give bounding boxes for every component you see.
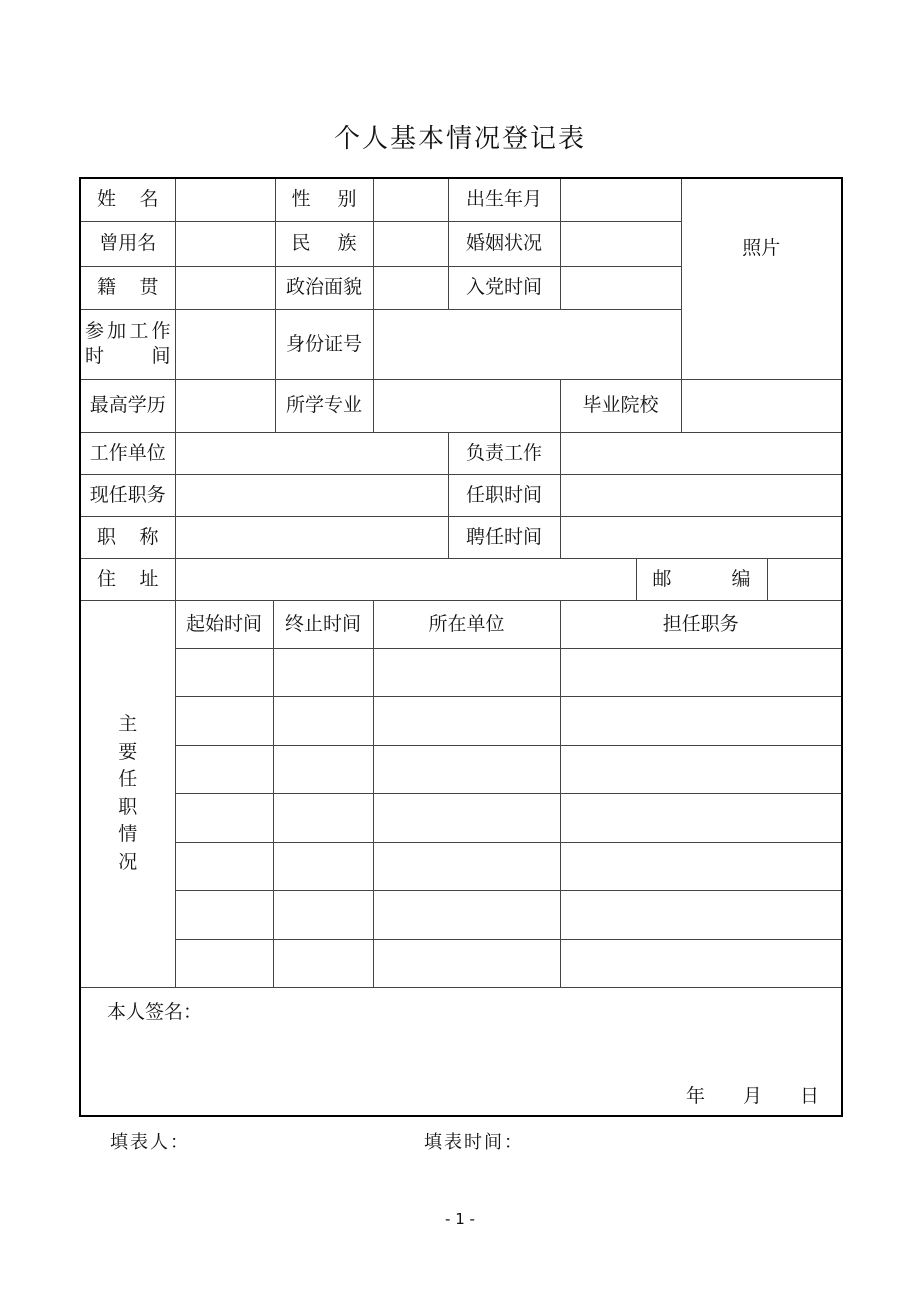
label-native-place: 籍 贯 xyxy=(80,266,175,309)
footer-filler: 填表人： xyxy=(110,1132,190,1153)
history-header-end: 终止时间 xyxy=(273,600,373,648)
history-cell-end[interactable] xyxy=(273,939,373,988)
label-address: 住 址 xyxy=(80,558,175,600)
history-cell-end[interactable] xyxy=(273,745,373,794)
label-name: 姓 名 xyxy=(80,178,175,221)
history-cell-role[interactable] xyxy=(560,697,842,746)
history-cell-end[interactable] xyxy=(273,891,373,940)
value-work-start[interactable] xyxy=(175,309,275,379)
value-address[interactable] xyxy=(175,558,636,600)
value-education[interactable] xyxy=(175,379,275,432)
history-header-start: 起始时间 xyxy=(175,600,273,648)
history-cell-role[interactable] xyxy=(560,842,842,891)
page-number: - 1 - xyxy=(445,1210,475,1228)
history-cell-unit[interactable] xyxy=(373,794,560,843)
label-id-number: 身份证号 xyxy=(275,309,373,379)
photo-box[interactable] xyxy=(681,178,842,379)
history-cell-unit[interactable] xyxy=(373,939,560,988)
label-postcode: 邮 编 xyxy=(636,558,767,600)
history-row xyxy=(80,745,842,794)
signature-day: 日 xyxy=(800,1084,820,1107)
value-party-join[interactable] xyxy=(560,266,681,309)
history-side-label xyxy=(80,600,175,988)
registration-form xyxy=(79,177,843,1117)
value-responsibility[interactable] xyxy=(560,432,842,474)
history-row xyxy=(80,842,842,891)
history-cell-unit[interactable] xyxy=(373,842,560,891)
value-position[interactable] xyxy=(175,474,448,516)
value-native-place[interactable] xyxy=(175,266,275,309)
label-work-start-line2: 时 间 xyxy=(85,345,171,367)
label-political: 政治面貌 xyxy=(275,266,373,309)
history-header-role: 担任职务 xyxy=(560,600,842,648)
value-gender[interactable] xyxy=(373,178,448,221)
form-title: 个人基本情况登记表 xyxy=(333,124,586,154)
label-ethnicity: 民 族 xyxy=(275,221,373,266)
value-id-number[interactable] xyxy=(373,309,681,379)
label-major: 所学专业 xyxy=(275,379,373,432)
history-row xyxy=(80,648,842,697)
label-photo: 照片 xyxy=(742,237,781,260)
history-row xyxy=(80,891,842,940)
label-work-start-line1: 参加工作 xyxy=(85,320,171,343)
history-cell-end[interactable] xyxy=(273,648,373,697)
label-school: 毕业院校 xyxy=(560,379,681,432)
label-position: 现任职务 xyxy=(80,474,175,516)
history-side-char: 要 xyxy=(118,740,138,763)
history-header-unit: 所在单位 xyxy=(373,600,560,648)
value-position-time[interactable] xyxy=(560,474,842,516)
history-cell-start[interactable] xyxy=(175,842,273,891)
history-cell-unit[interactable] xyxy=(373,745,560,794)
history-cell-start[interactable] xyxy=(175,939,273,988)
history-cell-role[interactable] xyxy=(560,745,842,794)
history-cell-start[interactable] xyxy=(175,745,273,794)
history-cell-start[interactable] xyxy=(175,697,273,746)
history-side-char: 主 xyxy=(118,713,138,736)
label-work-start xyxy=(80,309,175,379)
history-side-char: 任 xyxy=(118,768,138,791)
history-cell-unit[interactable] xyxy=(373,891,560,940)
label-education: 最高学历 xyxy=(80,379,175,432)
history-side-char: 职 xyxy=(118,795,138,818)
history-cell-end[interactable] xyxy=(273,697,373,746)
value-major[interactable] xyxy=(373,379,560,432)
label-hire-time: 聘任时间 xyxy=(448,516,560,558)
history-cell-start[interactable] xyxy=(175,794,273,843)
signature-year: 年 xyxy=(685,1084,705,1107)
value-hire-time[interactable] xyxy=(560,516,842,558)
value-ethnicity[interactable] xyxy=(373,221,448,266)
history-row xyxy=(80,794,842,843)
history-cell-start[interactable] xyxy=(175,891,273,940)
history-cell-role[interactable] xyxy=(560,794,842,843)
label-position-time: 任职时间 xyxy=(448,474,560,516)
label-former-name: 曾用名 xyxy=(80,221,175,266)
history-cell-start[interactable] xyxy=(175,648,273,697)
signature-month: 月 xyxy=(743,1084,763,1107)
history-cell-role[interactable] xyxy=(560,939,842,988)
value-employer[interactable] xyxy=(175,432,448,474)
history-cell-unit[interactable] xyxy=(373,648,560,697)
history-cell-role[interactable] xyxy=(560,891,842,940)
history-cell-end[interactable] xyxy=(273,794,373,843)
label-responsibility: 负责工作 xyxy=(448,432,560,474)
label-party-join: 入党时间 xyxy=(448,266,560,309)
signature-label: 本人签名： xyxy=(107,1001,203,1023)
value-former-name[interactable] xyxy=(175,221,275,266)
signature-box[interactable] xyxy=(80,988,842,1116)
label-employer: 工作单位 xyxy=(80,432,175,474)
history-side-char: 情 xyxy=(118,823,138,846)
label-birth: 出生年月 xyxy=(448,178,560,221)
history-cell-role[interactable] xyxy=(560,648,842,697)
signature-date xyxy=(686,1084,819,1109)
history-side-char: 况 xyxy=(118,850,138,873)
value-marital[interactable] xyxy=(560,221,681,266)
history-cell-end[interactable] xyxy=(273,842,373,891)
label-title-rank: 职 称 xyxy=(80,516,175,558)
label-marital: 婚姻状况 xyxy=(448,221,560,266)
value-political[interactable] xyxy=(373,266,448,309)
history-row xyxy=(80,697,842,746)
history-row xyxy=(80,939,842,988)
value-name[interactable] xyxy=(175,178,275,221)
value-postcode[interactable] xyxy=(767,558,842,600)
value-title-rank[interactable] xyxy=(175,516,448,558)
value-birth[interactable] xyxy=(560,178,681,221)
value-school[interactable] xyxy=(681,379,842,432)
footer-fill-time: 填表时间： xyxy=(424,1132,524,1153)
history-cell-unit[interactable] xyxy=(373,697,560,746)
label-gender: 性 别 xyxy=(275,178,373,221)
